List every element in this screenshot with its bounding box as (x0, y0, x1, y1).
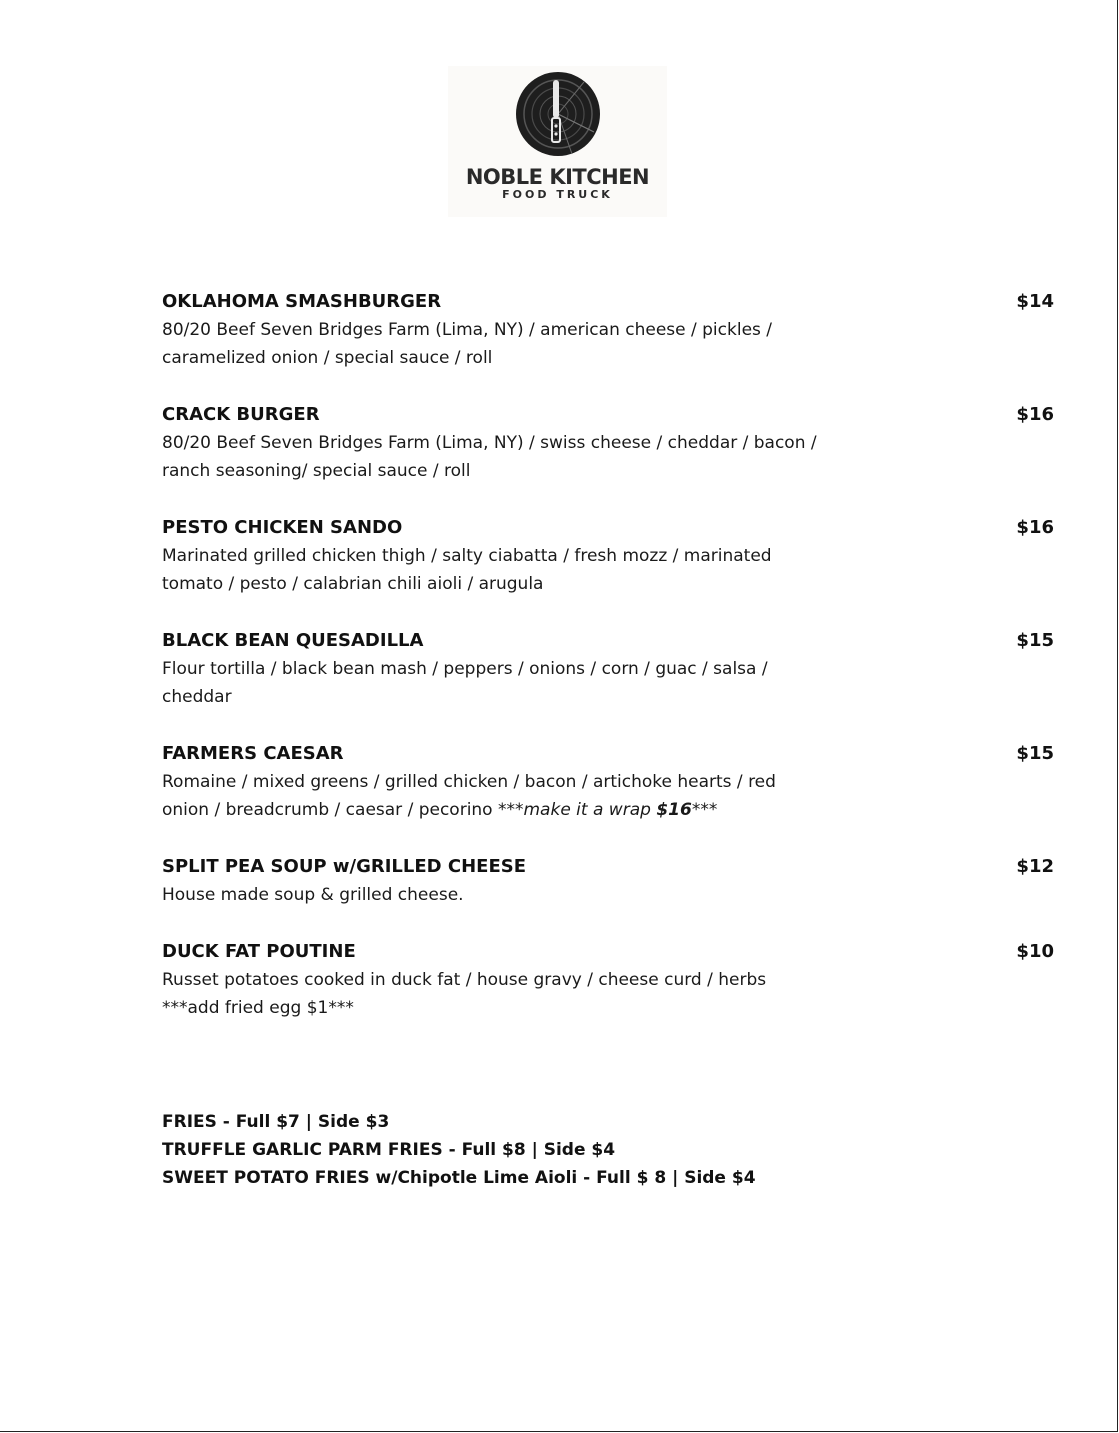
description-line: Russet potatoes cooked in duck fat / house gravy / cheese curd / herbs (162, 970, 767, 990)
description-line: 80/20 Beef Seven Bridges Farm (Lima, NY) / swiss cheese / cheddar / bacon / (162, 433, 817, 453)
description-line: 80/20 Beef Seven Bridges Farm (Lima, NY) / american cheese / pickles / (162, 320, 773, 340)
menu-item (162, 288, 1054, 372)
wrap-note-prefix: ***make it a wrap (498, 800, 657, 820)
item-price: $12 (1016, 856, 1054, 877)
item-name: FARMERS CAESAR (162, 743, 344, 764)
item-name: PESTO CHICKEN SANDO (162, 517, 403, 538)
logo-subtitle: FOOD TRUCK (502, 188, 613, 201)
item-price: $16 (1016, 517, 1054, 538)
menu-item (162, 853, 1054, 909)
logo-text (448, 166, 667, 202)
item-name: CRACK BURGER (162, 404, 320, 425)
logo (448, 66, 667, 217)
wood-slice-knife-icon (514, 70, 602, 158)
logo-name: NOBLE KITCHEN (465, 165, 650, 189)
description-line: Romaine / mixed greens / grilled chicken / bacon / artichoke hearts / red (162, 772, 776, 792)
menu-item (162, 938, 1054, 1022)
description-line: tomato / pesto / calabrian chili aioli / arugula (162, 574, 544, 594)
side-item: SWEET POTATO FRIES w/Chipotle Lime Aioli - Full $ 8 | Side $4 (162, 1168, 756, 1188)
item-price: $16 (1016, 404, 1054, 425)
description-line: ranch seasoning/ special sauce / roll (162, 461, 471, 481)
description-line: Flour tortilla / black bean mash / peppers / onions / corn / guac / salsa / (162, 659, 768, 679)
description-text: onion / breadcrumb / caesar / pecorino (162, 800, 498, 820)
item-description (162, 966, 942, 1022)
menu-item (162, 627, 1054, 711)
description-line: caramelized onion / special sauce / roll (162, 348, 493, 368)
item-description (162, 768, 942, 824)
menu-item (162, 514, 1054, 598)
description-line (162, 796, 942, 824)
sides-list (162, 1108, 962, 1192)
item-price: $15 (1016, 743, 1054, 764)
description-line: Marinated grilled chicken thigh / salty ciabatta / fresh mozz / marinated (162, 546, 772, 566)
item-price: $10 (1016, 941, 1054, 962)
item-description (162, 542, 942, 598)
item-name: BLACK BEAN QUESADILLA (162, 630, 424, 651)
item-price: $15 (1016, 630, 1054, 651)
item-description (162, 429, 942, 485)
item-name: OKLAHOMA SMASHBURGER (162, 291, 442, 312)
item-name: DUCK FAT POUTINE (162, 941, 356, 962)
description-line: cheddar (162, 687, 232, 707)
menu-item (162, 401, 1054, 485)
item-price: $14 (1016, 291, 1054, 312)
wrap-note-suffix: *** (691, 800, 718, 820)
item-description (162, 316, 942, 372)
item-description (162, 655, 942, 711)
description-line: ***add fried egg $1*** (162, 998, 354, 1018)
description-line: House made soup & grilled cheese. (162, 885, 464, 905)
item-name: SPLIT PEA SOUP w/GRILLED CHEESE (162, 856, 526, 877)
side-item: TRUFFLE GARLIC PARM FRIES - Full $8 | Side $4 (162, 1140, 616, 1160)
wrap-note-price: $16 (656, 800, 692, 820)
menu-item (162, 740, 1054, 824)
side-item: FRIES - Full $7 | Side $3 (162, 1112, 390, 1132)
item-description (162, 881, 942, 909)
